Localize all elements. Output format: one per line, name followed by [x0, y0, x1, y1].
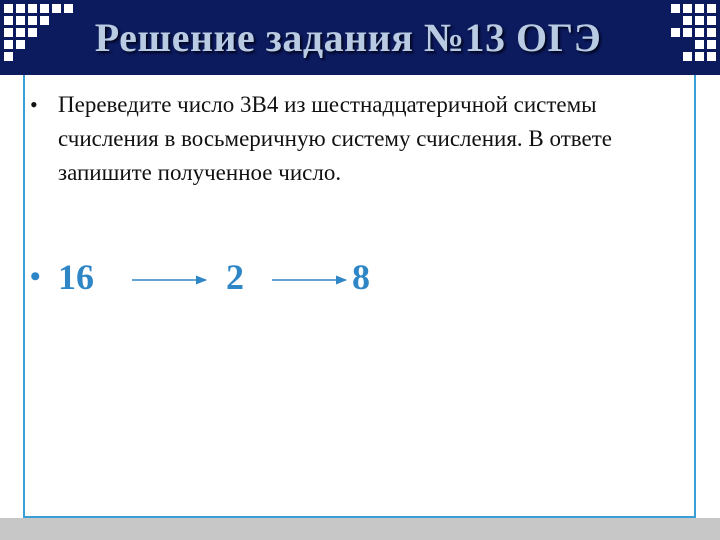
- conversion-arrows: [30, 256, 670, 306]
- base-16-label: 16: [58, 257, 94, 297]
- task-text: Переведите число 3B4 из шестнадцатеричной системы счисления в восьмеричную систему счисления. В ответе запишите полученное число.: [58, 92, 612, 185]
- bullet-dot: •: [30, 260, 41, 293]
- slide-title: Решение задания №13 ОГЭ: [94, 15, 602, 60]
- bottom-bar: [0, 518, 720, 540]
- conversion-bullet: [30, 256, 670, 306]
- base-2-label: 2: [226, 257, 244, 297]
- bullet-dot: •: [30, 92, 38, 117]
- base-8-label: 8: [352, 257, 370, 297]
- slide-header: [0, 0, 720, 75]
